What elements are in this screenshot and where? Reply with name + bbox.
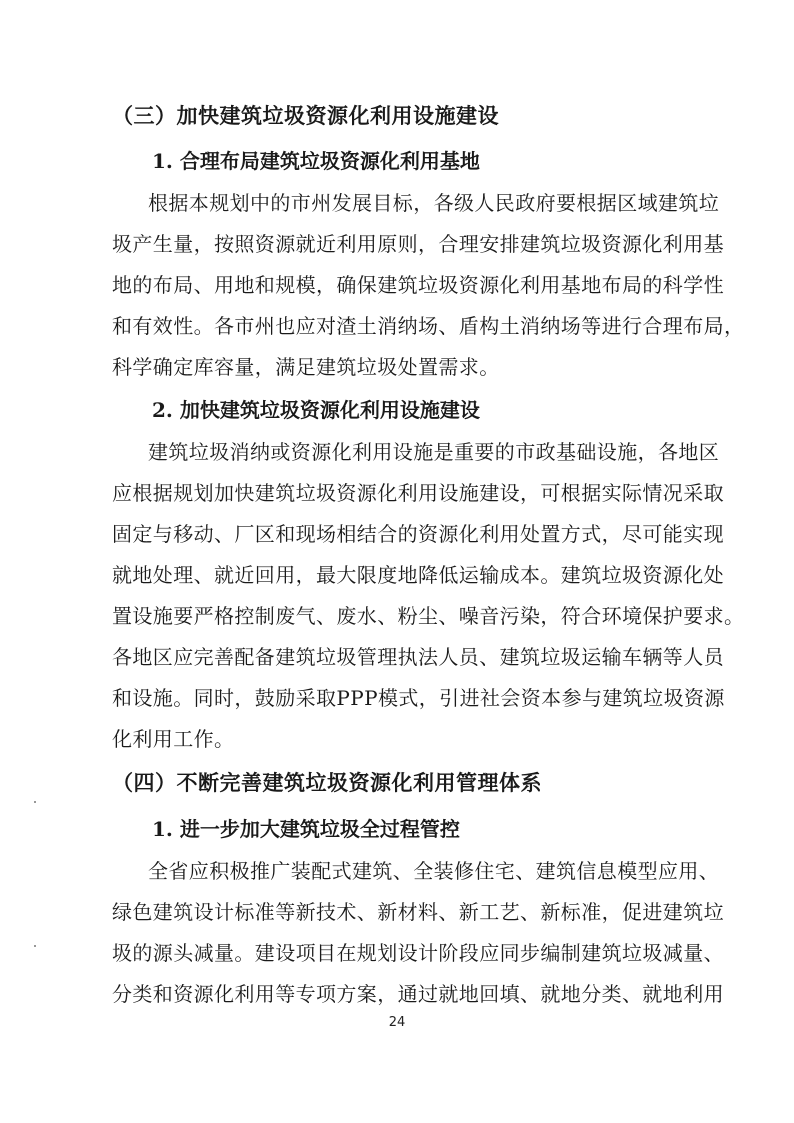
paragraph-line: 根据本规划中的市州发展目标，各级人民政府要根据区域建筑垃 bbox=[148, 191, 720, 215]
subsection-heading-3-2: 2. 加快建筑垃圾资源化利用设施建设 bbox=[152, 398, 480, 422]
paragraph-line: 建筑垃圾消纳或资源化利用设施是重要的市政基础设施，各地区 bbox=[148, 440, 720, 464]
paragraph-line: 圾产生量，按照资源就近利用原则，合理安排建筑垃圾资源化利用基 bbox=[112, 232, 724, 256]
paragraph-line: 圾的源头减量。建设项目在规划设计阶段应同步编制建筑垃圾减量、 bbox=[112, 941, 724, 965]
paragraph-line: 地的布局、用地和规模，确保建筑垃圾资源化利用基地布局的科学性 bbox=[112, 273, 724, 297]
subsection-heading-4-1: 1. 进一步加大建筑垃圾全过程管控 bbox=[152, 817, 460, 841]
paragraph-line: 和有效性。各市州也应对渣土消纳场、盾构土消纳场等进行合理布局， bbox=[112, 314, 745, 338]
paragraph-line: 和设施。同时，鼓励采取PPP模式，引进社会资本参与建筑垃圾资源 bbox=[112, 686, 725, 710]
paragraph-line: 应根据规划加快建筑垃圾资源化利用设施建设，可根据实际情况采取 bbox=[112, 481, 724, 505]
paragraph-line: 各地区应完善配备建筑垃圾管理执法人员、建筑垃圾运输车辆等人员 bbox=[112, 645, 724, 669]
page-number: 24 bbox=[388, 1015, 406, 1030]
scan-speck bbox=[34, 801, 36, 803]
section-heading-3: （三）加快建筑垃圾资源化利用设施建设 bbox=[112, 103, 499, 128]
paragraph-line: 就地处理、就近回用，最大限度地降低运输成本。建筑垃圾资源化处 bbox=[112, 563, 724, 587]
paragraph-line: 化利用工作。 bbox=[112, 727, 235, 751]
paragraph-line: 科学确定库容量，满足建筑垃圾处置需求。 bbox=[112, 355, 500, 379]
subsection-heading-3-1: 1. 合理布局建筑垃圾资源化利用基地 bbox=[152, 149, 480, 173]
section-heading-4: （四）不断完善建筑垃圾资源化利用管理体系 bbox=[112, 770, 542, 795]
paragraph-line: 分类和资源化利用等专项方案，通过就地回填、就地分类、就地利用 bbox=[112, 982, 724, 1006]
scan-speck bbox=[34, 945, 36, 947]
paragraph-line: 固定与移动、厂区和现场相结合的资源化利用处置方式，尽可能实现 bbox=[112, 522, 724, 546]
paragraph-line: 全省应积极推广装配式建筑、全装修住宅、建筑信息模型应用、 bbox=[148, 859, 720, 883]
paragraph-line: 置设施要严格控制废气、废水、粉尘、噪音污染，符合环境保护要求。 bbox=[112, 604, 745, 628]
paragraph-line: 绿色建筑设计标准等新技术、新材料、新工艺、新标准，促进建筑垃 bbox=[112, 900, 724, 924]
